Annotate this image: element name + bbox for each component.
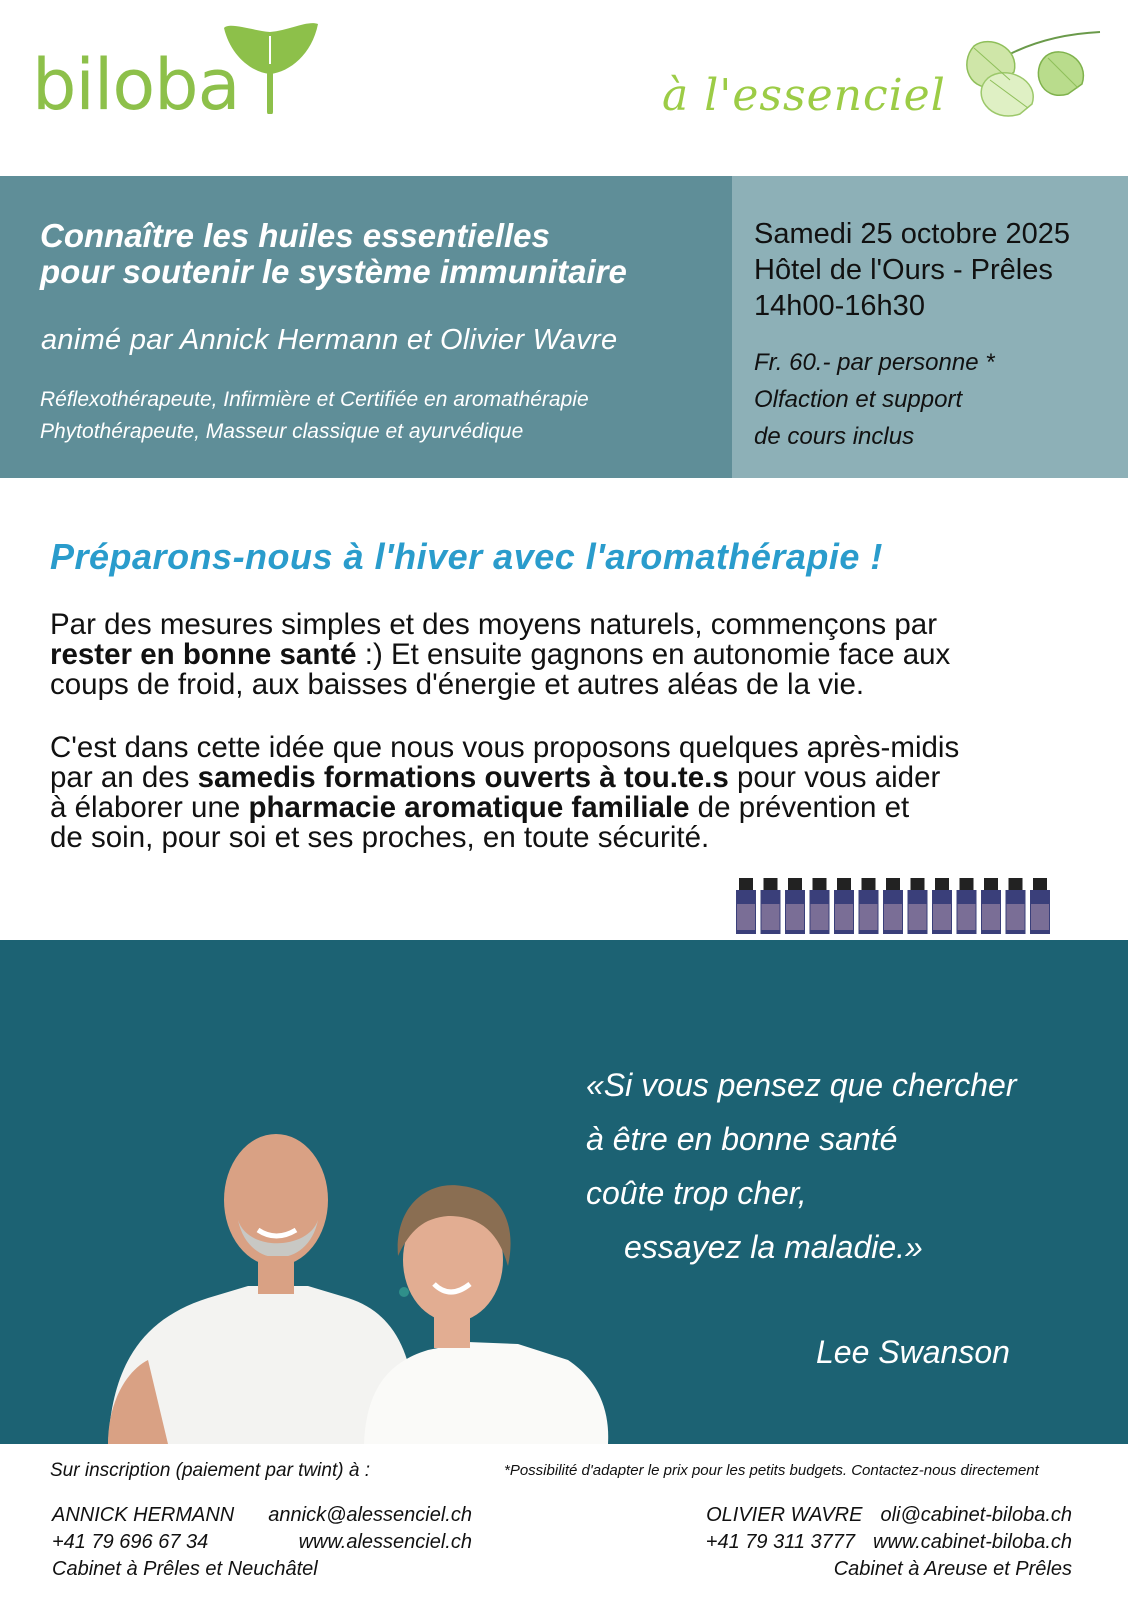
- role-line: Réflexothérapeute, Infirmière et Certifiée en aromathérapie: [40, 388, 589, 411]
- emphasis: pharmacie aromatique familiale: [248, 791, 690, 824]
- oil-bottle-icon: [859, 878, 879, 934]
- event-date-place-time: [754, 216, 1070, 324]
- oil-bottle-icon: [957, 878, 977, 934]
- oil-bottle-icon: [883, 878, 903, 934]
- text-run: par an des: [50, 761, 198, 794]
- quote-band: [0, 940, 1128, 1444]
- event-date: Samedi 25 octobre 2025: [754, 218, 1070, 250]
- price-footnote: *Possibilité d'adapter le prix pour les petits budgets. Contactez-nous directement: [504, 1462, 1039, 1479]
- course-description-panel: [0, 176, 732, 478]
- paragraph-line: Par des mesures simples et des moyens naturels, commençons par: [50, 608, 938, 641]
- animator-roles: [40, 384, 589, 448]
- text-run: à élaborer une: [50, 791, 249, 824]
- contact-phone[interactable]: +41 79 696 67 34: [52, 1531, 209, 1553]
- quote-author: Lee Swanson: [816, 1334, 1010, 1370]
- paragraph-line: coups de froid, aux baisses d'énergie et autres aléas de la vie.: [50, 668, 865, 701]
- contact-name: ANNICK HERMANN: [52, 1504, 235, 1526]
- biloba-logo: [30, 14, 320, 124]
- emphasis: samedis formations ouverts à tou.te.s: [197, 761, 729, 794]
- contact-email-link[interactable]: oli@cabinet-biloba.ch: [880, 1504, 1072, 1526]
- course-title-line: Connaître les huiles essentielles: [40, 217, 550, 254]
- event-time: 14h00-16h30: [754, 290, 925, 322]
- ginkgo-leaf-icon: [220, 14, 320, 114]
- contact-phone[interactable]: +41 79 311 3777: [705, 1531, 855, 1553]
- quote-line: coûte trop cher,: [586, 1175, 807, 1211]
- header: [0, 0, 1128, 175]
- contact-email-link[interactable]: annick@alessenciel.ch: [268, 1504, 472, 1526]
- oil-bottle-icon: [785, 878, 805, 934]
- oil-bottle-icon: [1006, 878, 1026, 934]
- included-line: Olfaction et support: [754, 386, 963, 413]
- quote-text: [586, 1058, 1016, 1274]
- tagline: à l'essenciel: [662, 70, 946, 121]
- main-headline: Préparons-nous à l'hiver avec l'aromathérapie !: [50, 536, 883, 577]
- oil-bottle-icon: [932, 878, 952, 934]
- contact-olivier: [672, 1502, 1072, 1583]
- oil-bottle-icon: [834, 878, 854, 934]
- oil-bottle-icon: [981, 878, 1001, 934]
- event-place: Hôtel de l'Ours - Prêles: [754, 254, 1053, 286]
- contact-website-link[interactable]: www.cabinet-biloba.ch: [873, 1531, 1072, 1553]
- text-run: pour vous aider: [728, 761, 941, 794]
- oil-bottle-icon: [761, 878, 781, 934]
- oil-bottle-icon: [736, 878, 756, 934]
- price-text: Fr. 60.- par personne *: [754, 349, 995, 376]
- paragraph-line: C'est dans cette idée que nous vous proposons quelques après-midis: [50, 731, 960, 764]
- essential-oil-bottles-image: [735, 878, 1065, 940]
- role-line: Phytothérapeute, Masseur classique et ayurvédique: [40, 420, 524, 443]
- animators-text: animé par Annick Hermann et Olivier Wavre: [41, 324, 618, 356]
- animators-photo: [98, 1070, 628, 1444]
- contact-annick: [52, 1502, 472, 1583]
- emphasis: rester en bonne santé: [50, 638, 357, 671]
- signup-note: Sur inscription (paiement par twint) à :: [50, 1460, 370, 1481]
- text-run: :) Et ensuite gagnons en autonomie face aux: [356, 638, 951, 671]
- course-title: [40, 218, 730, 290]
- oil-bottle-icon: [1030, 878, 1050, 934]
- footer: [0, 1444, 1128, 1600]
- offer-paragraph: [50, 733, 1100, 853]
- quote-line: «Si vous pensez que chercher: [586, 1067, 1017, 1103]
- paragraph-line: [50, 640, 1100, 670]
- quote-line: à être en bonne santé: [586, 1121, 898, 1157]
- contact-website-link[interactable]: www.alessenciel.ch: [298, 1531, 472, 1553]
- event-price: [754, 344, 995, 455]
- event-details-panel: [732, 176, 1128, 478]
- contact-office: Cabinet à Areuse et Prêles: [833, 1558, 1072, 1580]
- course-title-line: pour soutenir le système immunitaire: [40, 253, 627, 290]
- paragraph-line: [50, 793, 1100, 823]
- text-run: de prévention et: [689, 791, 910, 824]
- oil-bottle-icon: [810, 878, 830, 934]
- paragraph-line: [50, 763, 1100, 793]
- linden-leaves-icon: [950, 24, 1110, 129]
- brand-name: biloba: [32, 44, 240, 126]
- oil-bottle-icon: [908, 878, 928, 934]
- paragraph-line: de soin, pour soi et ses proches, en toute sécurité.: [50, 821, 710, 854]
- quote-line: essayez la maladie.»: [624, 1229, 923, 1265]
- contact-name: OLIVIER WAVRE: [706, 1504, 863, 1526]
- contact-office: Cabinet à Prêles et Neuchâtel: [52, 1558, 318, 1580]
- intro-paragraph: [50, 610, 1100, 700]
- course-info-band: [0, 176, 1128, 478]
- included-line: de cours inclus: [754, 423, 915, 450]
